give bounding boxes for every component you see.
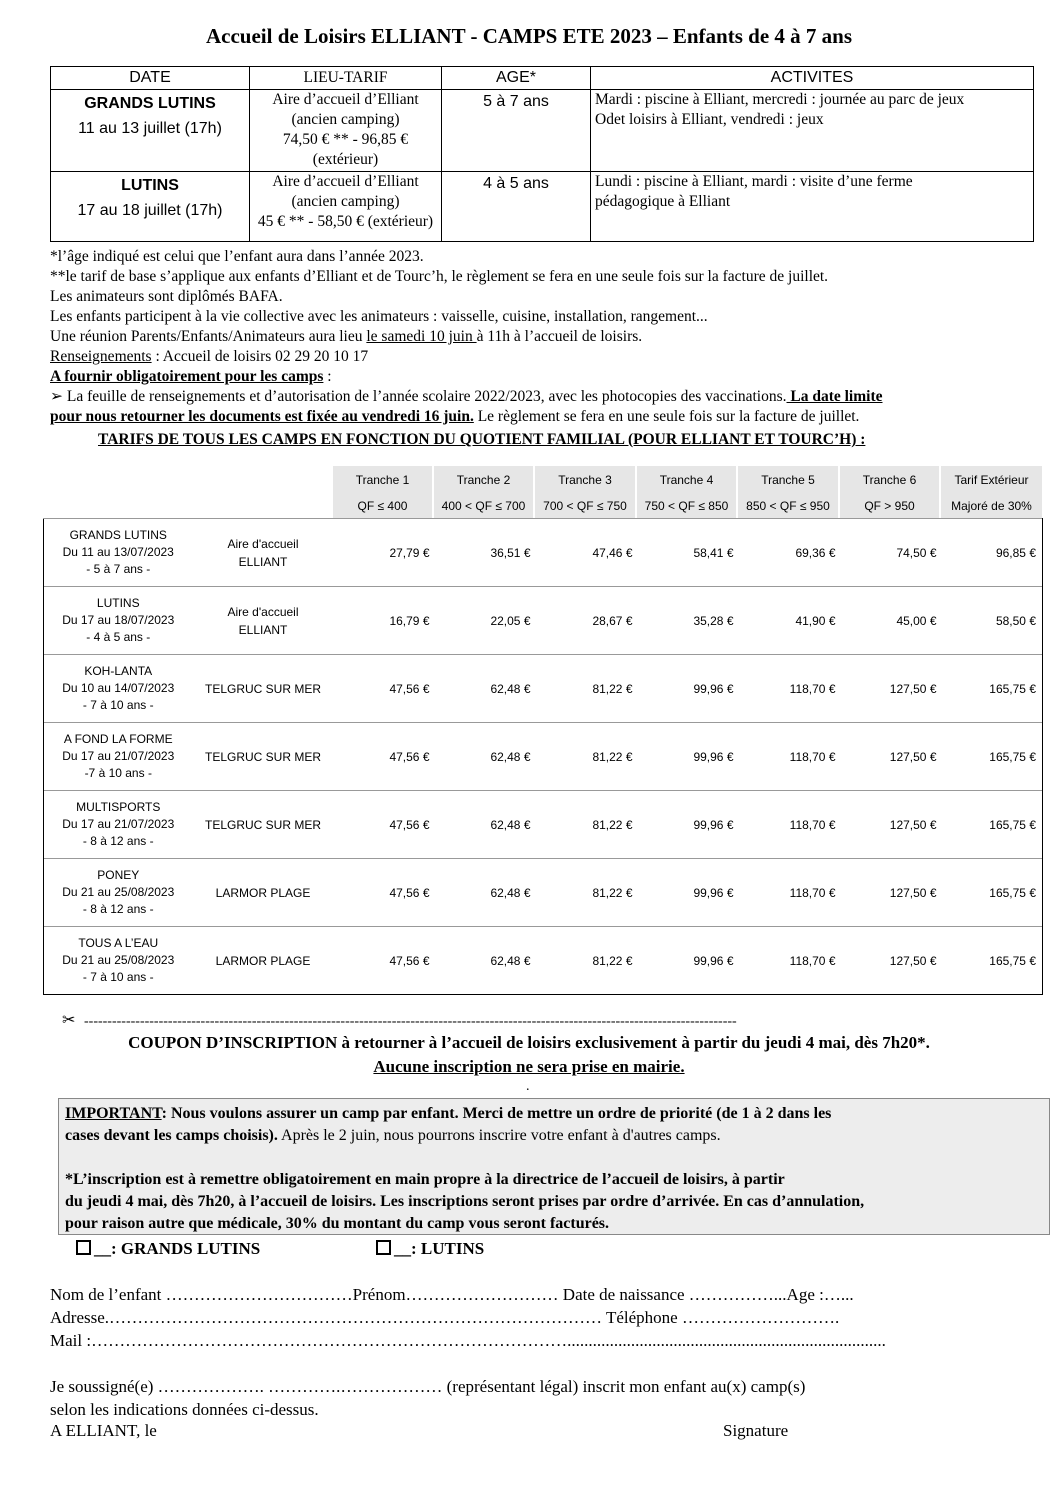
lieu-cell <box>193 519 334 587</box>
price-cell: 69,36 € <box>740 519 842 587</box>
camp-line: - 8 à 12 ans - <box>82 902 154 916</box>
lieu-line: LARMOR PLAGE <box>215 885 311 900</box>
price-cell: 127,50 € <box>842 859 943 927</box>
price-cell: 74,50 € <box>842 519 943 587</box>
price-cell: 165,75 € <box>943 723 1043 791</box>
camp-cell <box>44 655 193 723</box>
lieu-line: 74,50 € ** - 96,85 € <box>282 131 409 148</box>
tarifs-heading: TARIFS DE TOUS LES CAMPS EN FONCTION DU QUOTIENT FAMILIAL (POUR ELLIANT ET TOURC’H) : <box>98 431 866 448</box>
age-cell: 5 à 7 ans <box>442 90 591 172</box>
camp-line: Du 17 au 21/07/2023 <box>62 749 175 763</box>
note-feuille <box>50 387 1040 407</box>
note-fournir <box>50 367 1040 387</box>
price-cell: 165,75 € <box>943 791 1043 859</box>
form-line-lieu-date[interactable]: A ELLIANT, le <box>50 1421 157 1440</box>
camp-name: GRANDS LUTINS <box>84 95 216 112</box>
important-rest: Après le 2 juin, nous pourrons inscrire votre enfant à d'autres camps. <box>277 1127 721 1144</box>
renseignements-text: : Accueil de loisirs 02 29 20 10 17 <box>151 348 369 365</box>
notes-block <box>50 247 1040 427</box>
price-cell: 47,56 € <box>334 859 436 927</box>
reunion-text: Une réunion Parents/Enfants/Animateurs aura lieu <box>50 328 367 345</box>
camp-line: Du 17 au 21/07/2023 <box>62 817 175 831</box>
note-reunion <box>50 327 1040 347</box>
camp-line: Du 21 au 25/08/2023 <box>62 953 175 967</box>
lieu-line: TELGRUC SUR MER <box>204 817 321 832</box>
lieu-cell <box>193 859 334 927</box>
lieu-line: LARMOR PLAGE <box>215 953 311 968</box>
tranche-header <box>840 466 939 518</box>
lieu-line: TELGRUC SUR MER <box>204 749 321 764</box>
price-cell: 127,50 € <box>842 723 943 791</box>
important-bold: cases devant les camps choisis). <box>65 1127 278 1144</box>
price-cell: 36,51 € <box>436 519 537 587</box>
tranche-name: Tranche 2 <box>456 473 511 487</box>
page-title: Accueil de Loisirs ELLIANT - CAMPS ETE 2023 – Enfants de 4 à 7 ans <box>205 24 853 48</box>
tranche-header <box>637 466 736 518</box>
tranche-name: Tranche 5 <box>761 473 815 487</box>
important-box <box>58 1098 1050 1235</box>
important-label: IMPORTANT <box>65 1105 162 1122</box>
form-line-indications: selon les indications données ci-dessus. <box>50 1400 319 1419</box>
lieu-line: TELGRUC SUR MER <box>204 681 321 696</box>
camp-line: A FOND LA FORME <box>63 732 173 746</box>
activite-line: pédagogique à Elliant <box>595 193 731 210</box>
price-cell: 165,75 € <box>943 859 1043 927</box>
fournir-colon: : <box>323 368 332 385</box>
price-cell: 118,70 € <box>740 791 842 859</box>
lieu-cell <box>193 723 334 791</box>
camp-line: GRANDS LUTINS <box>69 528 167 542</box>
inscription-text: pour raison autre que médicale, 30% du montant du camp vous seront facturés. <box>65 1215 610 1232</box>
tranche-header <box>434 466 533 518</box>
camp-line: -7 à 10 ans - <box>84 766 152 780</box>
date-limite: La date limite <box>786 388 883 405</box>
activites-cell <box>591 172 1034 242</box>
price-cell: 118,70 € <box>740 655 842 723</box>
price-cell: 118,70 € <box>740 859 842 927</box>
price-cell: 96,85 € <box>943 519 1043 587</box>
form-line-nom[interactable]: Nom de l’enfant ……………………………Prénom……………………… Date de naissance ……………...Age :…... <box>50 1285 854 1304</box>
camp-line: - 4 à 5 ans - <box>86 630 151 644</box>
price-cell: 99,96 € <box>639 791 740 859</box>
choice-grands-lutins[interactable] <box>76 1239 260 1259</box>
date-limite-2: pour nous retourner les documents est fixée au vendredi 16 juin. <box>50 408 474 425</box>
price-cell: 47,56 € <box>334 723 436 791</box>
header-activites: ACTIVITES <box>591 67 1034 90</box>
lieu-cell <box>250 172 442 242</box>
price-cell: 22,05 € <box>436 587 537 655</box>
header-date: DATE <box>51 67 250 90</box>
price-cell: 28,67 € <box>537 587 639 655</box>
spacer <box>65 1147 1043 1169</box>
tranche-header <box>535 466 635 518</box>
lieu-line: (extérieur) <box>312 151 379 168</box>
price-cell: 81,22 € <box>537 655 639 723</box>
coupon-title: COUPON D’INSCRIPTION à retourner à l’accueil de loisirs exclusivement à partir du jeudi 4 mai, dès 7h20*. <box>128 1033 930 1052</box>
separator-dot: . <box>526 1079 530 1094</box>
lieu-cell <box>193 587 334 655</box>
lieu-cell <box>250 90 442 172</box>
price-cell: 16,79 € <box>334 587 436 655</box>
camps-summary-table <box>50 66 1034 242</box>
tranche-qf: 700 < QF ≤ 750 <box>543 499 627 513</box>
tranche-header <box>941 466 1042 518</box>
table-row <box>44 927 1043 995</box>
lieu-cell <box>193 655 334 723</box>
tranche-header <box>333 466 432 518</box>
inscription-text: *L’inscription est à remettre obligatoirement en main propre à la directrice de l’accueil de loisirs, à partir <box>65 1171 785 1188</box>
inscription-line <box>65 1213 1043 1235</box>
lieu-line: Aire d'accueil <box>227 604 299 619</box>
feuille-text: ➢ La feuille de renseignements et d’autorisation de l’année scolaire 2022/2023, avec les photocopies des vaccinations. <box>50 388 787 405</box>
price-cell: 127,50 € <box>842 655 943 723</box>
camp-cell <box>44 927 193 995</box>
camp-line: Du 10 au 14/07/2023 <box>62 681 175 695</box>
signature-label[interactable]: Signature <box>723 1421 789 1440</box>
price-cell: 99,96 € <box>639 927 740 995</box>
tranche-qf: QF > 950 <box>864 499 915 513</box>
camp-line: - 7 à 10 ans - <box>82 970 154 984</box>
price-cell: 35,28 € <box>639 587 740 655</box>
no-mairie-notice: Aucune inscription ne sera prise en mairie. <box>373 1057 685 1076</box>
price-cell: 62,48 € <box>436 927 537 995</box>
table-row <box>44 519 1043 587</box>
price-cell: 47,56 € <box>334 655 436 723</box>
activites-cell <box>591 90 1034 172</box>
table-row <box>44 791 1043 859</box>
feuille-reglement: Le règlement se fera en une seule fois sur la facture de juillet. <box>473 408 860 425</box>
lieu-line: (ancien camping) <box>291 111 400 128</box>
tranche-name: Tranche 4 <box>659 473 714 487</box>
price-cell: 62,48 € <box>436 723 537 791</box>
fournir-label: A fournir obligatoirement pour les camps <box>50 368 324 385</box>
price-cell: 127,50 € <box>842 927 943 995</box>
camp-dates: 17 au 18 juillet (17h) <box>77 202 223 219</box>
camp-date-cell <box>51 172 250 242</box>
camp-cell <box>44 587 193 655</box>
reunion-date: le samedi 10 juin <box>366 328 477 345</box>
checkbox-icon[interactable] <box>76 1240 91 1255</box>
header-lieu: LIEU-TARIF <box>250 67 442 90</box>
reunion-text: à 11h à l’accueil de loisirs. <box>476 328 643 345</box>
lieu-line: Aire d'accueil <box>227 536 299 551</box>
checkbox-icon[interactable] <box>376 1240 391 1255</box>
inscription-line <box>65 1191 1043 1213</box>
header-age: AGE* <box>442 67 591 90</box>
tranche-name: Tarif Extérieur <box>954 473 1029 487</box>
tranche-name: Tranche 6 <box>862 473 917 487</box>
summary-row <box>51 172 1034 242</box>
choice-label: __: GRANDS LUTINS <box>94 1239 261 1258</box>
camp-line: Du 21 au 25/08/2023 <box>62 885 175 899</box>
price-cell: 81,22 € <box>537 791 639 859</box>
tranche-qf: 750 < QF ≤ 850 <box>644 499 729 513</box>
lieu-line: ELLIANT <box>238 554 288 569</box>
camp-dates: 11 au 13 juillet (17h) <box>78 120 222 137</box>
price-cell: 62,48 € <box>436 791 537 859</box>
price-cell: 47,56 € <box>334 791 436 859</box>
camp-line: Du 17 au 18/07/2023 <box>62 613 175 627</box>
tranche-name: Tranche 3 <box>558 473 612 487</box>
tranche-header <box>738 466 838 518</box>
price-cell: 118,70 € <box>740 927 842 995</box>
activite-line: Lundi : piscine à Elliant, mardi : visite d’une ferme <box>595 173 913 190</box>
price-cell: 118,70 € <box>740 723 842 791</box>
camp-line: Du 11 au 13/07/2023 <box>62 545 174 559</box>
price-cell: 165,75 € <box>943 655 1043 723</box>
summary-header-row <box>51 67 1034 90</box>
note-renseignements <box>50 347 1040 367</box>
activite-line: Mardi : piscine à Elliant, mercredi : journée au parc de jeux <box>595 91 965 108</box>
camp-cell <box>44 723 193 791</box>
camp-line: - 5 à 7 ans - <box>86 562 151 576</box>
note-feuille-2 <box>50 407 1040 427</box>
camp-line: LUTINS <box>96 596 140 610</box>
table-row <box>44 723 1043 791</box>
camp-line: KOH-LANTA <box>84 664 153 678</box>
price-cell: 165,75 € <box>943 927 1043 995</box>
scissors-icon: ✂ <box>62 1012 76 1029</box>
price-cell: 58,50 € <box>943 587 1043 655</box>
camp-line: - 8 à 12 ans - <box>82 834 154 848</box>
camp-name: LUTINS <box>121 177 179 194</box>
tranche-qf: 400 < QF ≤ 700 <box>441 499 526 513</box>
activite-line: Odet loisirs à Elliant, vendredi : jeux <box>595 111 824 128</box>
lieu-line: ELLIANT <box>238 622 288 637</box>
tranche-name: Tranche 1 <box>355 473 410 487</box>
price-cell: 62,48 € <box>436 655 537 723</box>
price-cell: 58,41 € <box>639 519 740 587</box>
inscription-line <box>65 1169 1043 1191</box>
price-cell: 81,22 € <box>537 927 639 995</box>
lieu-line: 45 € ** - 58,50 € (extérieur) <box>257 213 434 230</box>
price-cell: 99,96 € <box>639 723 740 791</box>
important-text: : Nous voulons assurer un camp par enfant. Merci de mettre un ordre de priorité (de 1 à 2 dans les <box>161 1105 832 1122</box>
tranche-qf: QF ≤ 400 <box>357 499 408 513</box>
form-line-adresse[interactable]: Adresse.…………………………………………………………………………… Téléphone ………………………. <box>50 1308 840 1327</box>
renseignements-label: Renseignements <box>50 348 152 365</box>
cut-line: -------------------------------------------------------------------------------------------------------------------------------------------- <box>84 1014 737 1029</box>
price-cell: 127,50 € <box>842 791 943 859</box>
price-cell: 62,48 € <box>436 859 537 927</box>
lieu-cell <box>193 791 334 859</box>
choice-label: __: LUTINS <box>394 1239 485 1258</box>
tranche-qf: 850 < QF ≤ 950 <box>746 499 830 513</box>
camp-date-cell <box>51 90 250 172</box>
price-cell: 81,22 € <box>537 723 639 791</box>
camp-cell <box>44 859 193 927</box>
note-bafa: Les animateurs sont diplômés BAFA. <box>50 288 283 305</box>
form-line-mail[interactable]: Mail :…………………………………………………………………………........................................................................... <box>50 1331 886 1350</box>
lieu-line: Aire d’accueil d’Elliant <box>272 91 419 108</box>
price-cell: 81,22 € <box>537 859 639 927</box>
lieu-line: Aire d’accueil d’Elliant <box>272 173 419 190</box>
tarifs-table <box>43 518 1043 995</box>
note-age: *l’âge indiqué est celui que l’enfant aura dans l’année 2023. <box>50 248 424 265</box>
camp-line: PONEY <box>97 868 140 882</box>
note-vie-collective: Les enfants participent à la vie collective avec les animateurs : vaisselle, cuisine, installation, rangement... <box>50 308 708 325</box>
price-cell: 45,00 € <box>842 587 943 655</box>
price-cell: 99,96 € <box>639 859 740 927</box>
price-cell: 47,56 € <box>334 927 436 995</box>
camp-line: - 7 à 10 ans - <box>82 698 154 712</box>
age-cell: 4 à 5 ans <box>442 172 591 242</box>
important-line <box>65 1103 1043 1125</box>
note-tarif: **le tarif de base s’applique aux enfants d’Elliant et de Tourc’h, le règlement se fera en une seule fois sur la facture de juillet. <box>50 268 829 285</box>
camp-line: MULTISPORTS <box>76 800 161 814</box>
camp-line: TOUS A L’EAU <box>78 936 159 950</box>
table-row <box>44 587 1043 655</box>
price-cell: 41,90 € <box>740 587 842 655</box>
important-line <box>65 1125 1043 1147</box>
camp-cell <box>44 791 193 859</box>
choice-lutins[interactable] <box>376 1239 484 1259</box>
form-line-soussigne[interactable]: Je soussigné(e) ………………. ………….……………… (représentant légal) inscrit mon enfant au(x) camp(s) <box>50 1377 806 1396</box>
lieu-line: (ancien camping) <box>291 193 400 210</box>
table-row <box>44 859 1043 927</box>
price-cell: 27,79 € <box>334 519 436 587</box>
lieu-cell <box>193 927 334 995</box>
summary-row <box>51 90 1034 172</box>
camp-cell <box>44 519 193 587</box>
price-cell: 99,96 € <box>639 655 740 723</box>
inscription-text: du jeudi 4 mai, dès 7h20, à l’accueil de loisirs. Les inscriptions seront prises par ordre d’arrivée. En cas d’annulation, <box>65 1193 865 1210</box>
price-cell: 47,46 € <box>537 519 639 587</box>
tranche-qf: Majoré de 30% <box>951 499 1032 513</box>
table-row <box>44 655 1043 723</box>
